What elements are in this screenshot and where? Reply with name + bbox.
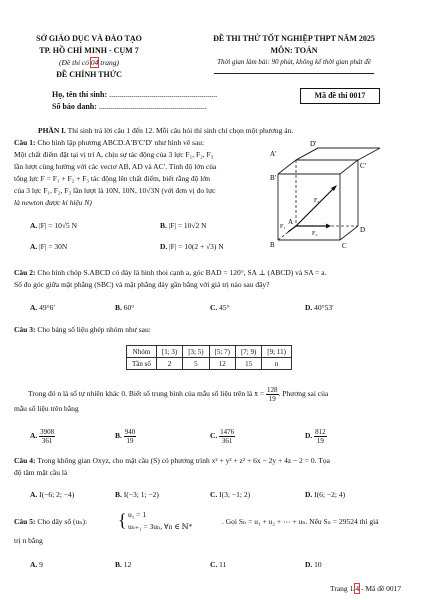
- q4-option-a[interactable]: A. I(−6; 2; −4): [30, 490, 75, 499]
- q2-option-d[interactable]: D. 40°53′: [305, 303, 334, 312]
- cluster-name: TP. HỒ CHÍ MINH - CỤM 7: [39, 46, 139, 55]
- header-rule: [214, 73, 374, 74]
- q1-option-b[interactable]: B. |F| = 10√2 N: [160, 221, 207, 230]
- table-cell: n: [262, 358, 292, 370]
- table-cell: [3; 5): [183, 346, 209, 358]
- mean-fraction: $\frac{128}{19}$: [267, 386, 278, 403]
- candidate-id-line: Số báo danh: ......................................................: [52, 102, 207, 111]
- q1-option-a[interactable]: A. |F| = 10√5 N: [30, 221, 77, 230]
- top-face: [296, 148, 380, 160]
- q4-line2: độ tâm mặt cầu là: [14, 468, 68, 477]
- q3-stem: Câu 3: Cho bảng số liệu ghép nhóm như sau:: [14, 325, 151, 334]
- q1-stem: Câu 1: Cho hình lập phương ABCD.A′B′C′D′ như hình vẽ sau:: [14, 138, 205, 147]
- label-dprime: D′: [310, 140, 317, 148]
- f3-arrow: [296, 188, 334, 226]
- q5-line2: trị n bằng: [14, 536, 43, 545]
- dept-name: SỞ GIÁO DỤC VÀ ĐÀO TẠO: [36, 34, 142, 43]
- subject: MÔN: TOÁN: [270, 46, 318, 55]
- official-label: ĐỀ CHÍNH THỨC: [56, 70, 122, 79]
- label-aprime: A′: [270, 150, 277, 158]
- table-cell: 12: [209, 358, 235, 370]
- table-cell: [5; 7): [209, 346, 235, 358]
- q2-stem: Câu 2: Cho hình chóp S.ABCD có đáy là hình thoi cạnh a, góc BAD = 120°, SA ⊥ (ABCD) và SA = a.: [14, 268, 327, 277]
- q1-line2: Một chất điểm đặt tại vị trí A, chịu sự tác động của 3 lực F₁, F₂, F₃: [14, 150, 214, 159]
- q1-option-d[interactable]: D. |F| = 10(2 + √3) N: [160, 242, 224, 251]
- q1-line3: lần lượt cùng hướng với các vectơ AB, AD và AC′. Tính độ lớn của: [14, 162, 217, 171]
- q1-option-c[interactable]: A. |F| = 30N: [30, 242, 68, 251]
- label-c: C: [342, 242, 347, 250]
- table-cell: Tần số: [127, 358, 157, 370]
- page-footer: Trang 1/4 - Mã đề 0017: [330, 584, 402, 593]
- q5-system-line2: uₙ₊₁ = 3uₙ, ∀n ∈ ℕ*: [128, 522, 193, 531]
- q3-option-d[interactable]: D. $\frac{812}{19}$: [305, 428, 326, 445]
- q1-line5: của 3 lực F₁, F₂, F₃ lần lượt là 10N, 10N, 10√3N (với đơn vị đo lực: [14, 186, 216, 195]
- cube-figure: [268, 140, 420, 250]
- table-cell: [1; 3): [156, 346, 182, 358]
- label-f1: F₁: [280, 224, 286, 230]
- table-cell: Nhóm: [127, 346, 157, 358]
- q5-brace: {: [118, 510, 127, 530]
- label-bprime: B′: [270, 174, 277, 182]
- q5-stem: Câu 5: Cho dãy số (uₙ):: [14, 517, 88, 526]
- q5-option-c[interactable]: C. 11: [210, 560, 227, 569]
- label-a: A: [288, 218, 294, 226]
- q5-option-d[interactable]: D. 10: [305, 560, 322, 569]
- table-cell: [9; 11): [262, 346, 292, 358]
- table-cell: [7; 9): [235, 346, 261, 358]
- page-count-note: (Đề thi có 04 trang): [59, 58, 119, 67]
- q4-option-c[interactable]: C. I(3; −1; 2): [210, 490, 251, 499]
- table-cell: 15: [235, 358, 261, 370]
- q5-option-b[interactable]: B. 12: [115, 560, 132, 569]
- q5-option-a[interactable]: A. 9: [30, 560, 43, 569]
- label-b: B: [270, 241, 275, 249]
- label-f2: F₂: [312, 231, 318, 237]
- q2-option-a[interactable]: A. 49°6′: [30, 303, 56, 312]
- exam-title: ĐỀ THI THỬ TỐT NGHIỆP THPT NĂM 2025: [213, 34, 375, 43]
- q4-option-d[interactable]: D. I(6; −2; 4): [305, 490, 346, 499]
- q5-stem-post: . Gọi Sₙ = u₁ + u₂ + ⋯ + uₙ. Nếu Sₙ = 29524 thì giá: [222, 517, 379, 526]
- label-cprime: C′: [360, 162, 367, 170]
- label-f3: F₃: [314, 198, 320, 204]
- duration: Thời gian làm bài: 90 phút, không kể thời gian phát đề: [217, 58, 371, 66]
- q2-line2: Số đo góc giữa mặt phẳng (SBC) và mặt phẳng đáy gần bằng với giá trị nào sau đây?: [14, 280, 270, 289]
- q3-line3: mẫu số liệu trên bằng: [14, 404, 79, 413]
- candidate-name-line: Họ, tên thí sinh: ......................................................: [52, 90, 218, 99]
- q4-option-b[interactable]: B. I(−3; 1; −2): [115, 490, 159, 499]
- q5-system-line1: u₁ = 1: [128, 510, 147, 519]
- q3-option-a[interactable]: A. $\frac{3908}{361}$: [30, 428, 55, 445]
- q2-option-b[interactable]: B. 60°: [115, 303, 135, 312]
- q3-option-b[interactable]: B. $\frac{940}{19}$: [115, 428, 136, 445]
- exam-code-box: Mã đề thi 0017: [300, 88, 380, 104]
- q3-line2: Trong đó n là số tự nhiên khác 0. Biết số trung bình của mẫu số liệu trên là x̄ = $\frac{128}{19}$ . Phương sai của: [28, 386, 329, 403]
- table-cell: 5: [183, 358, 209, 370]
- table-row: [127, 358, 292, 370]
- part1-instruction: PHẦN I. Thí sinh trả lời câu 1 đến 12. Mỗi câu hỏi thí sinh chỉ chọn một phương án.: [38, 126, 294, 135]
- q1-line4: tổng lực F = F₁ + F₂ + F₃ tác động lên chất điểm, biết rằng độ lớn: [14, 174, 211, 183]
- q3-option-c[interactable]: C. $\frac{1476}{361}$: [210, 428, 235, 445]
- table-header-row: [127, 346, 292, 358]
- q4-stem: Câu 4: Trong không gian Oxyz, cho mặt cầu (S) có phương trình x² + y² + z² + 6x − 2y + 4z − 2 = 0. Tọa: [14, 456, 330, 465]
- label-d: D: [360, 226, 366, 234]
- q2-option-c[interactable]: C. 45°: [210, 303, 230, 312]
- table-cell: 2: [156, 358, 182, 370]
- q1-line6: là newton được kí hiệu N): [14, 198, 92, 207]
- frequency-table: [126, 345, 292, 370]
- f1-arrow: [288, 226, 296, 232]
